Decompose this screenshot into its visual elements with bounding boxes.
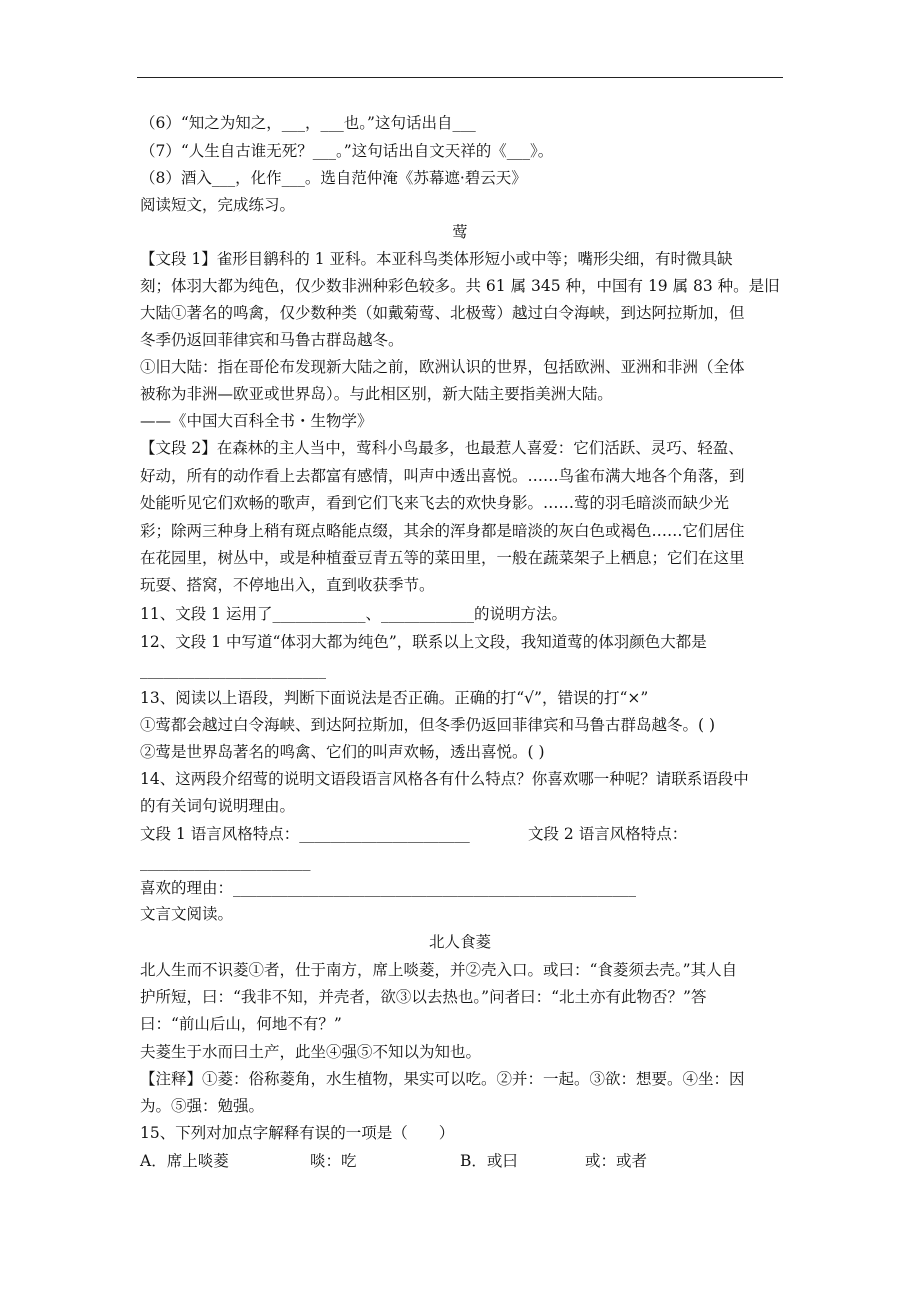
reason-blank: 喜欢的理由：____________________________________________________ bbox=[140, 879, 637, 897]
option-a-gloss: 啖：吃 bbox=[310, 1152, 357, 1170]
passage-2-line: 玩耍、搭窝，不停地出入，直到收获季节。 bbox=[140, 576, 435, 594]
classical-title: 北人食菱 bbox=[428, 933, 491, 951]
passage-2-line: 好动，所有的动作看上去都富有感情，叫声中透出喜悦。……鸟雀布满大地各个角落，到 bbox=[140, 467, 745, 485]
passage-1-line: 刻；体羽大都为纯色，仅少数非洲种彩色较多。共 61 属 345 种，中国有 19 属 83 种。是旧 bbox=[140, 277, 780, 295]
style-1-blank: 文段 1 语言风格特点：______________________ bbox=[140, 825, 470, 843]
question-8: （8）酒入___，化作___。选自范仲淹《苏幕遮·碧云天》 bbox=[140, 169, 527, 187]
question-14: 14、这两段介绍莺的说明文语段语言风格各有什么特点？你喜欢哪一种呢？请联系语段中 bbox=[140, 770, 749, 788]
passage-1-line: 大陆①著名的鸣禽，仅少数种类（如戴菊莺、北极莺）越过白令海峡，到达阿拉斯加，但 bbox=[140, 304, 745, 322]
judgment-item-2: ②莺是世界岛著名的鸣禽、它们的叫声欢畅，透出喜悦。( ) bbox=[140, 743, 545, 761]
question-7: （7）“人生自古谁无死？___。”这句话出自文天祥的《___》。 bbox=[140, 142, 554, 160]
question-15: 15、下列对加点字解释有误的一项是（ ） bbox=[140, 1124, 455, 1142]
header-rule bbox=[137, 77, 783, 78]
passage-1-line: 【文段 1】雀形目鹟科的 1 亚科。本亚科鸟类体形短小或中等；嘴形尖细，有时微具缺 bbox=[140, 250, 733, 268]
judgment-item-1: ①莺都会越过白令海峡、到达阿拉斯加，但冬季仍返回菲律宾和马鲁古群岛越冬。( ) bbox=[140, 716, 716, 734]
footnote-line: 被称为非洲—欧亚或世界岛）。与此相区别，新大陆主要指美洲大陆。 bbox=[140, 385, 613, 403]
source-citation: ——《中国大百科全书・生物学》 bbox=[140, 412, 373, 430]
question-13: 13、阅读以上语段，判断下面说法是否正确。正确的打“√”，错误的打“×” bbox=[140, 689, 649, 707]
passage-1-line: 冬季仍返回菲律宾和马鲁古群岛越冬。 bbox=[140, 331, 404, 349]
passage-2-line: 在花园里，树丛中，或是种植蚕豆青五等的菜田里，一般在蔬菜架子上栖息；它们在这里 bbox=[140, 549, 745, 567]
passage-title-ying: 莺 bbox=[452, 223, 468, 241]
answer-blank: ________________________ bbox=[140, 661, 326, 679]
option-b-gloss: 或：或者 bbox=[585, 1152, 648, 1170]
annotation-line: 为。⑤强：勉强。 bbox=[140, 1097, 265, 1115]
reading-instruction: 阅读短文，完成练习。 bbox=[140, 196, 296, 214]
passage-2-line: 彩；除两三种身上稍有斑点略能点缀，其余的浑身都是暗淡的灰白色或褐色……它们居住 bbox=[140, 522, 745, 540]
question-12: 12、文段 1 中写道“体羽大都为纯色”，联系以上文段，我知道莺的体羽颜色大都是 bbox=[140, 633, 707, 651]
option-b: B．或曰 bbox=[460, 1152, 518, 1170]
question-11: 11、文段 1 运用了____________、____________的说明方法。 bbox=[140, 605, 567, 623]
passage-2-line: 处能听见它们欢畅的歌声，看到它们飞来飞去的欢快身影。……莺的羽毛暗淡而缺少光 bbox=[140, 494, 730, 512]
option-a: A．席上啖菱 bbox=[140, 1152, 229, 1170]
question-14-cont: 的有关词句说明理由。 bbox=[140, 797, 296, 815]
classical-text-line: 护所短，曰：“我非不知，并壳者，欲③以去热也。”问者曰：“北土亦有此物否？”答 bbox=[140, 988, 707, 1006]
passage-2-line: 【文段 2】在森林的主人当中，莺科小鸟最多，也最惹人喜爱：它们活跃、灵巧、轻盈、 bbox=[140, 439, 744, 457]
classical-reading-heading: 文言文阅读。 bbox=[140, 905, 234, 923]
annotation-line: 【注释】①菱：俗称菱角，水生植物，果实可以吃。②并：一起。③欲：想要。④坐：因 bbox=[140, 1070, 745, 1088]
classical-text-line: 夫菱生于水而曰土产，此坐④强⑤不知以为知也。 bbox=[140, 1043, 482, 1061]
classical-text-line: 北人生而不识菱①者，仕于南方，席上啖菱，并②壳入口。或曰：“食菱须去壳。”其人自 bbox=[140, 961, 738, 979]
question-6: （6）“知之为知之，___，___也。”这句话出自___ bbox=[140, 114, 476, 132]
style-2-label: 文段 2 语言风格特点： bbox=[528, 825, 688, 843]
footnote-line: ①旧大陆：指在哥伦布发现新大陆之前，欧洲认识的世界，包括欧洲、亚洲和非洲（全体 bbox=[140, 358, 745, 376]
answer-blank: ______________________ bbox=[140, 853, 311, 871]
classical-text-line: 曰：“前山后山，何地不有？” bbox=[140, 1015, 342, 1033]
